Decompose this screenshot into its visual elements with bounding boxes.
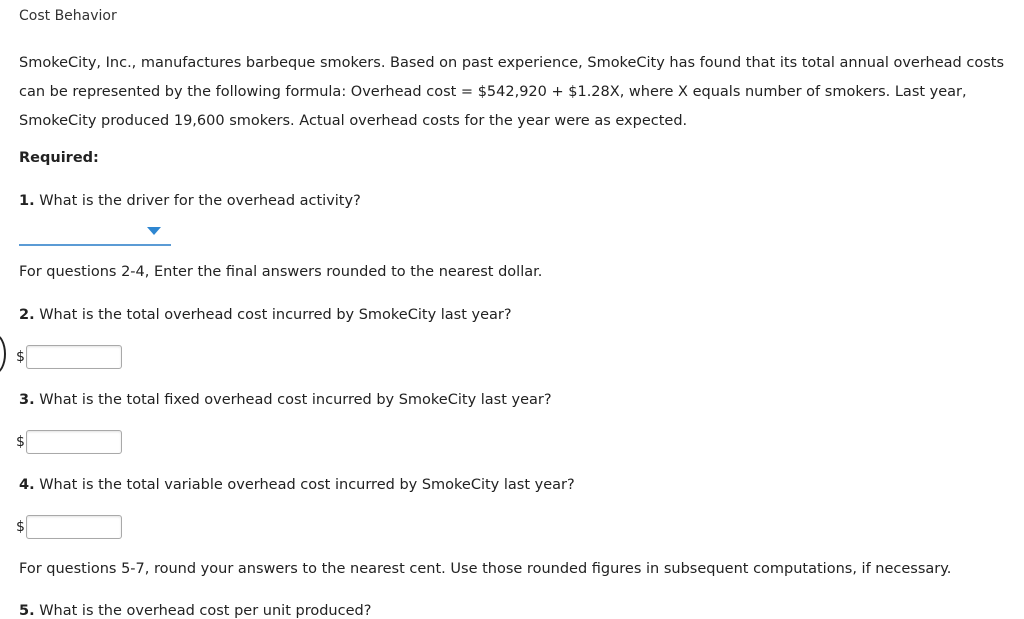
instructions-5-7: For questions 5-7, round your answers to the nearest cent. Use those rounded figures in subsequent computations, if necessary. [19, 561, 952, 577]
dollar-sign: $ [16, 349, 25, 365]
question-2-answer-input[interactable] [26, 345, 122, 369]
question-5-number: 5. [19, 603, 35, 619]
question-4-text: What is the total variable overhead cost incurred by SmokeCity last year? [39, 477, 575, 493]
dollar-sign: $ [16, 519, 25, 535]
question-3 [19, 392, 552, 408]
question-1-text: What is the driver for the overhead activity? [39, 193, 361, 209]
page-edge-marker [0, 334, 6, 374]
required-heading: Required: [19, 150, 99, 166]
question-1-dropdown[interactable] [19, 222, 171, 246]
question-3-answer-row [16, 429, 122, 455]
question-5 [19, 603, 371, 619]
question-4 [19, 477, 575, 493]
question-2 [19, 307, 512, 323]
caret-down-icon [147, 227, 161, 235]
problem-statement: SmokeCity, Inc., manufactures barbeque smokers. Based on past experience, SmokeCity has found that its total annual overhead costs can be represented by the following formula: Overhead cost = $542,920 + $1.28X, where X equals number of smokers. Last year, SmokeCity produced 19,600 smokers. Actual overhead costs for the year were as expected. [19, 55, 1005, 129]
question-1-number: 1. [19, 193, 35, 209]
dollar-sign: $ [16, 434, 25, 450]
question-3-answer-input[interactable] [26, 430, 122, 454]
question-2-number: 2. [19, 307, 35, 323]
question-3-number: 3. [19, 392, 35, 408]
question-1 [19, 193, 361, 209]
instructions-2-4: For questions 2-4, Enter the final answers rounded to the nearest dollar. [19, 264, 543, 280]
question-4-answer-input[interactable] [26, 515, 122, 539]
question-4-number: 4. [19, 477, 35, 493]
question-5-text: What is the overhead cost per unit produced? [39, 603, 372, 619]
question-2-text: What is the total overhead cost incurred by SmokeCity last year? [39, 307, 512, 323]
question-4-answer-row [16, 514, 122, 540]
question-3-text: What is the total fixed overhead cost incurred by SmokeCity last year? [39, 392, 552, 408]
page-title: Cost Behavior [19, 8, 117, 24]
question-2-answer-row [16, 344, 122, 370]
